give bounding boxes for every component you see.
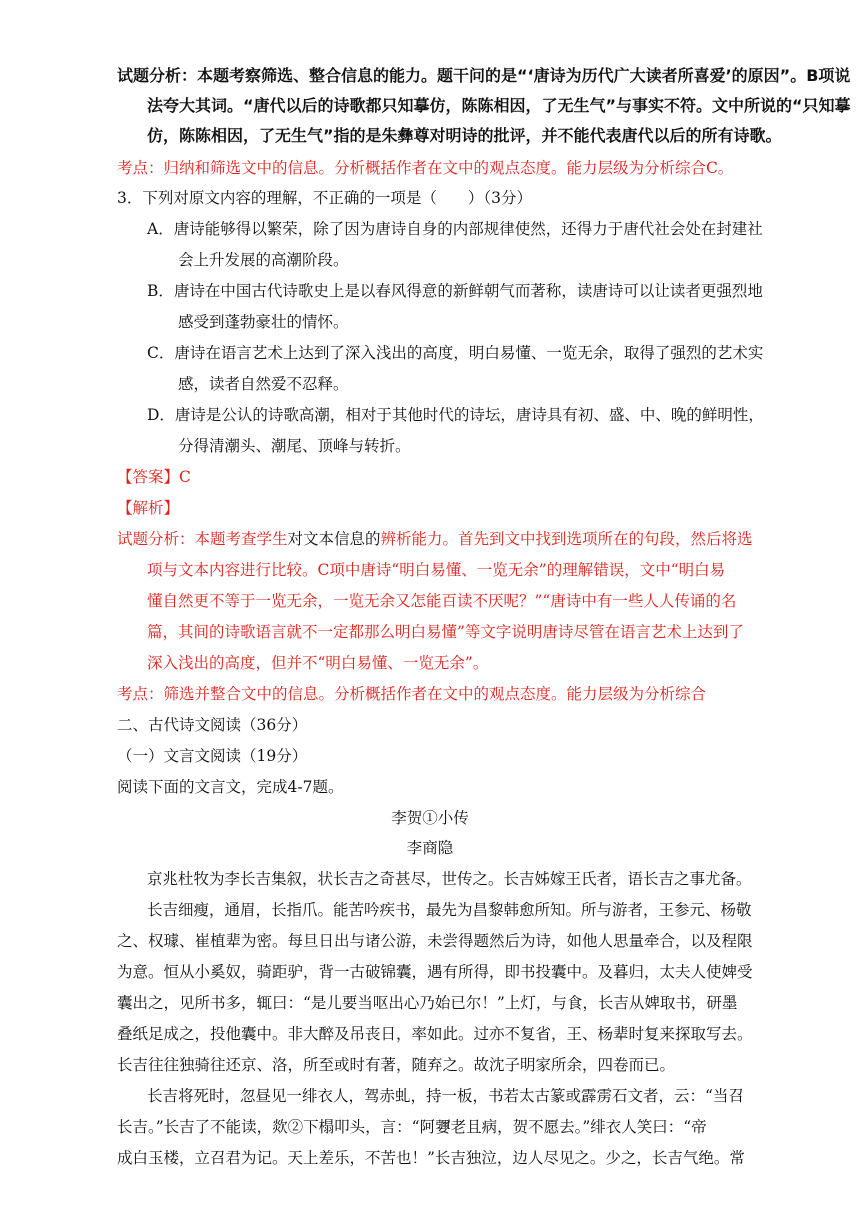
- question-3-stem: 3．下列对原文内容的理解，不正确的一项是（ ）（3分）: [117, 189, 532, 207]
- section-2-subtitle: （一）文言文阅读（19分）: [117, 747, 308, 765]
- passage-p2-line-2: 之、权璩、崔植辈为密。每旦日出与诸公游，未尝得题然后为诗，如他人思量牵合，以及程限: [117, 932, 753, 950]
- analysis-line-3: 仿，陈陈相因，了无生气”指的是朱彝尊对明诗的批评，并不能代表唐代以后的所有诗歌。: [147, 126, 782, 145]
- analysis-rest: 辨析能力。首先到文中找到选项所在的句段，然后将选: [380, 530, 753, 548]
- option-d-line-1: D．唐诗是公认的诗歌高潮，相对于其他时代的诗坛，唐诗具有初、盛、中、晚的鲜明性，: [147, 406, 764, 424]
- passage-p2-line-6: 长吉往往独骑往还京、洛，所至或时有著，随弃之。故沈子明家所余，四卷而已。: [117, 1056, 676, 1074]
- analysis-3-line-1: [117, 529, 753, 549]
- section-2-instruction: 阅读下面的文言文，完成4-7题。: [117, 778, 344, 796]
- passage-p2-line-4: 囊出之，见所书多，辄曰：“是儿要当呕出心乃始已尔！”上灯，与食，长吉从婢取书，研墨: [117, 994, 738, 1012]
- passage-author: 李商隐: [406, 839, 454, 857]
- option-c-line-2: 感，读者自然爱不忍释。: [178, 375, 349, 393]
- option-a-line-2: 会上升发展的高潮阶段。: [178, 251, 349, 269]
- section-2-title: 二、古代诗文阅读（36分）: [117, 716, 308, 734]
- option-d-line-2: 分得清潮头、潮尾、顶峰与转折。: [178, 437, 411, 455]
- analysis-3-line-4: 篇，其间的诗歌语言就不一定都那么明白易懂”等文字说明唐诗尽管在语言艺术上达到了: [147, 623, 744, 641]
- analysis-line-1: 试题分析：本题考察筛选、整合信息的能力。题干问的是“‘唐诗为历代广大读者所喜爱’的原因”。B项说: [117, 66, 851, 85]
- analysis-prefix: 试题分析：本题考查学生: [117, 530, 288, 548]
- answer-label: 【答案】C: [117, 468, 191, 486]
- analysis-mid: 对文本信息的: [287, 530, 381, 548]
- passage-p3-line-2: 长吉。”长吉了不能读，欻②下榻叩头，言：“阿㜷老且病，贺不愿去。”绯衣人笑曰：“帝: [117, 1118, 707, 1136]
- analysis-3-line-3: 懂自然更不等于一览无余，一览无余又怎能百读不厌呢？”“唐诗中有一些人人传诵的名: [147, 592, 737, 610]
- passage-p2-line-1: 长吉细瘦，通眉，长指爪。能苦吟疾书，最先为昌黎韩愈所知。所与游者，王参元、杨敬: [147, 901, 752, 919]
- analysis-line-2: 法夸大其词。“唐代以后的诗歌都只知摹仿，陈陈相因，了无生气”与事实不符。文中所说的“只知摹: [147, 96, 851, 115]
- option-b-line-1: B．唐诗在中国古代诗歌史上是以春风得意的新鲜朝气而著称，读唐诗可以让读者更强烈地: [147, 282, 763, 300]
- passage-p2-line-5: 叠纸足成之，投他囊中。非大醉及吊丧日，率如此。过亦不复省，王、杨辈时复来探取写去。: [117, 1025, 753, 1043]
- passage-title: 李贺①小传: [391, 809, 469, 827]
- analysis-3-line-5: 深入浅出的高度，但并不“明白易懂、一览无余”。: [147, 654, 489, 672]
- jiexi-label: 【解析】: [117, 499, 180, 517]
- analysis-3-line-2: 项与文本内容进行比较。C项中唐诗“明白易懂、一览无余”的理解错误，文中“明白易: [147, 561, 726, 579]
- passage-p1: 京兆杜牧为李长吉集叙，状长吉之奇甚尽，世传之。长吉姊嫁王氏者，语长吉之事尤备。: [147, 870, 752, 888]
- option-a-line-1: A．唐诗能够得以繁荣，除了因为唐诗自身的内部规律使然，还得力于唐代社会处在封建社: [147, 220, 763, 238]
- passage-p2-line-3: 为意。恒从小奚奴，骑距驴，背一古破锦囊，遇有所得，即书投囊中。及暮归，太夫人使婢受: [117, 963, 753, 981]
- kaodian-line: 考点：归纳和筛选文中的信息。分析概括作者在文中的观点态度。能力层级为分析综合C。: [117, 159, 734, 177]
- passage-p3-line-3: 成白玉楼，立召君为记。天上差乐，不苦也！”长吉独泣，边人尽见之。少之，长吉气绝。常: [117, 1149, 745, 1167]
- option-b-line-2: 感受到蓬勃豪壮的情怀。: [178, 313, 349, 331]
- kaodian-3-line: 考点：筛选并整合文中的信息。分析概括作者在文中的观点态度。能力层级为分析综合: [117, 685, 707, 703]
- passage-p3-line-1: 长吉将死时，忽昼见一绯衣人，驾赤虬，持一板，书若太古篆或霹雳石文者，云：“当召: [147, 1087, 744, 1105]
- option-c-line-1: C．唐诗在语言艺术上达到了深入浅出的高度，明白易懂、一览无余，取得了强烈的艺术实: [147, 344, 764, 362]
